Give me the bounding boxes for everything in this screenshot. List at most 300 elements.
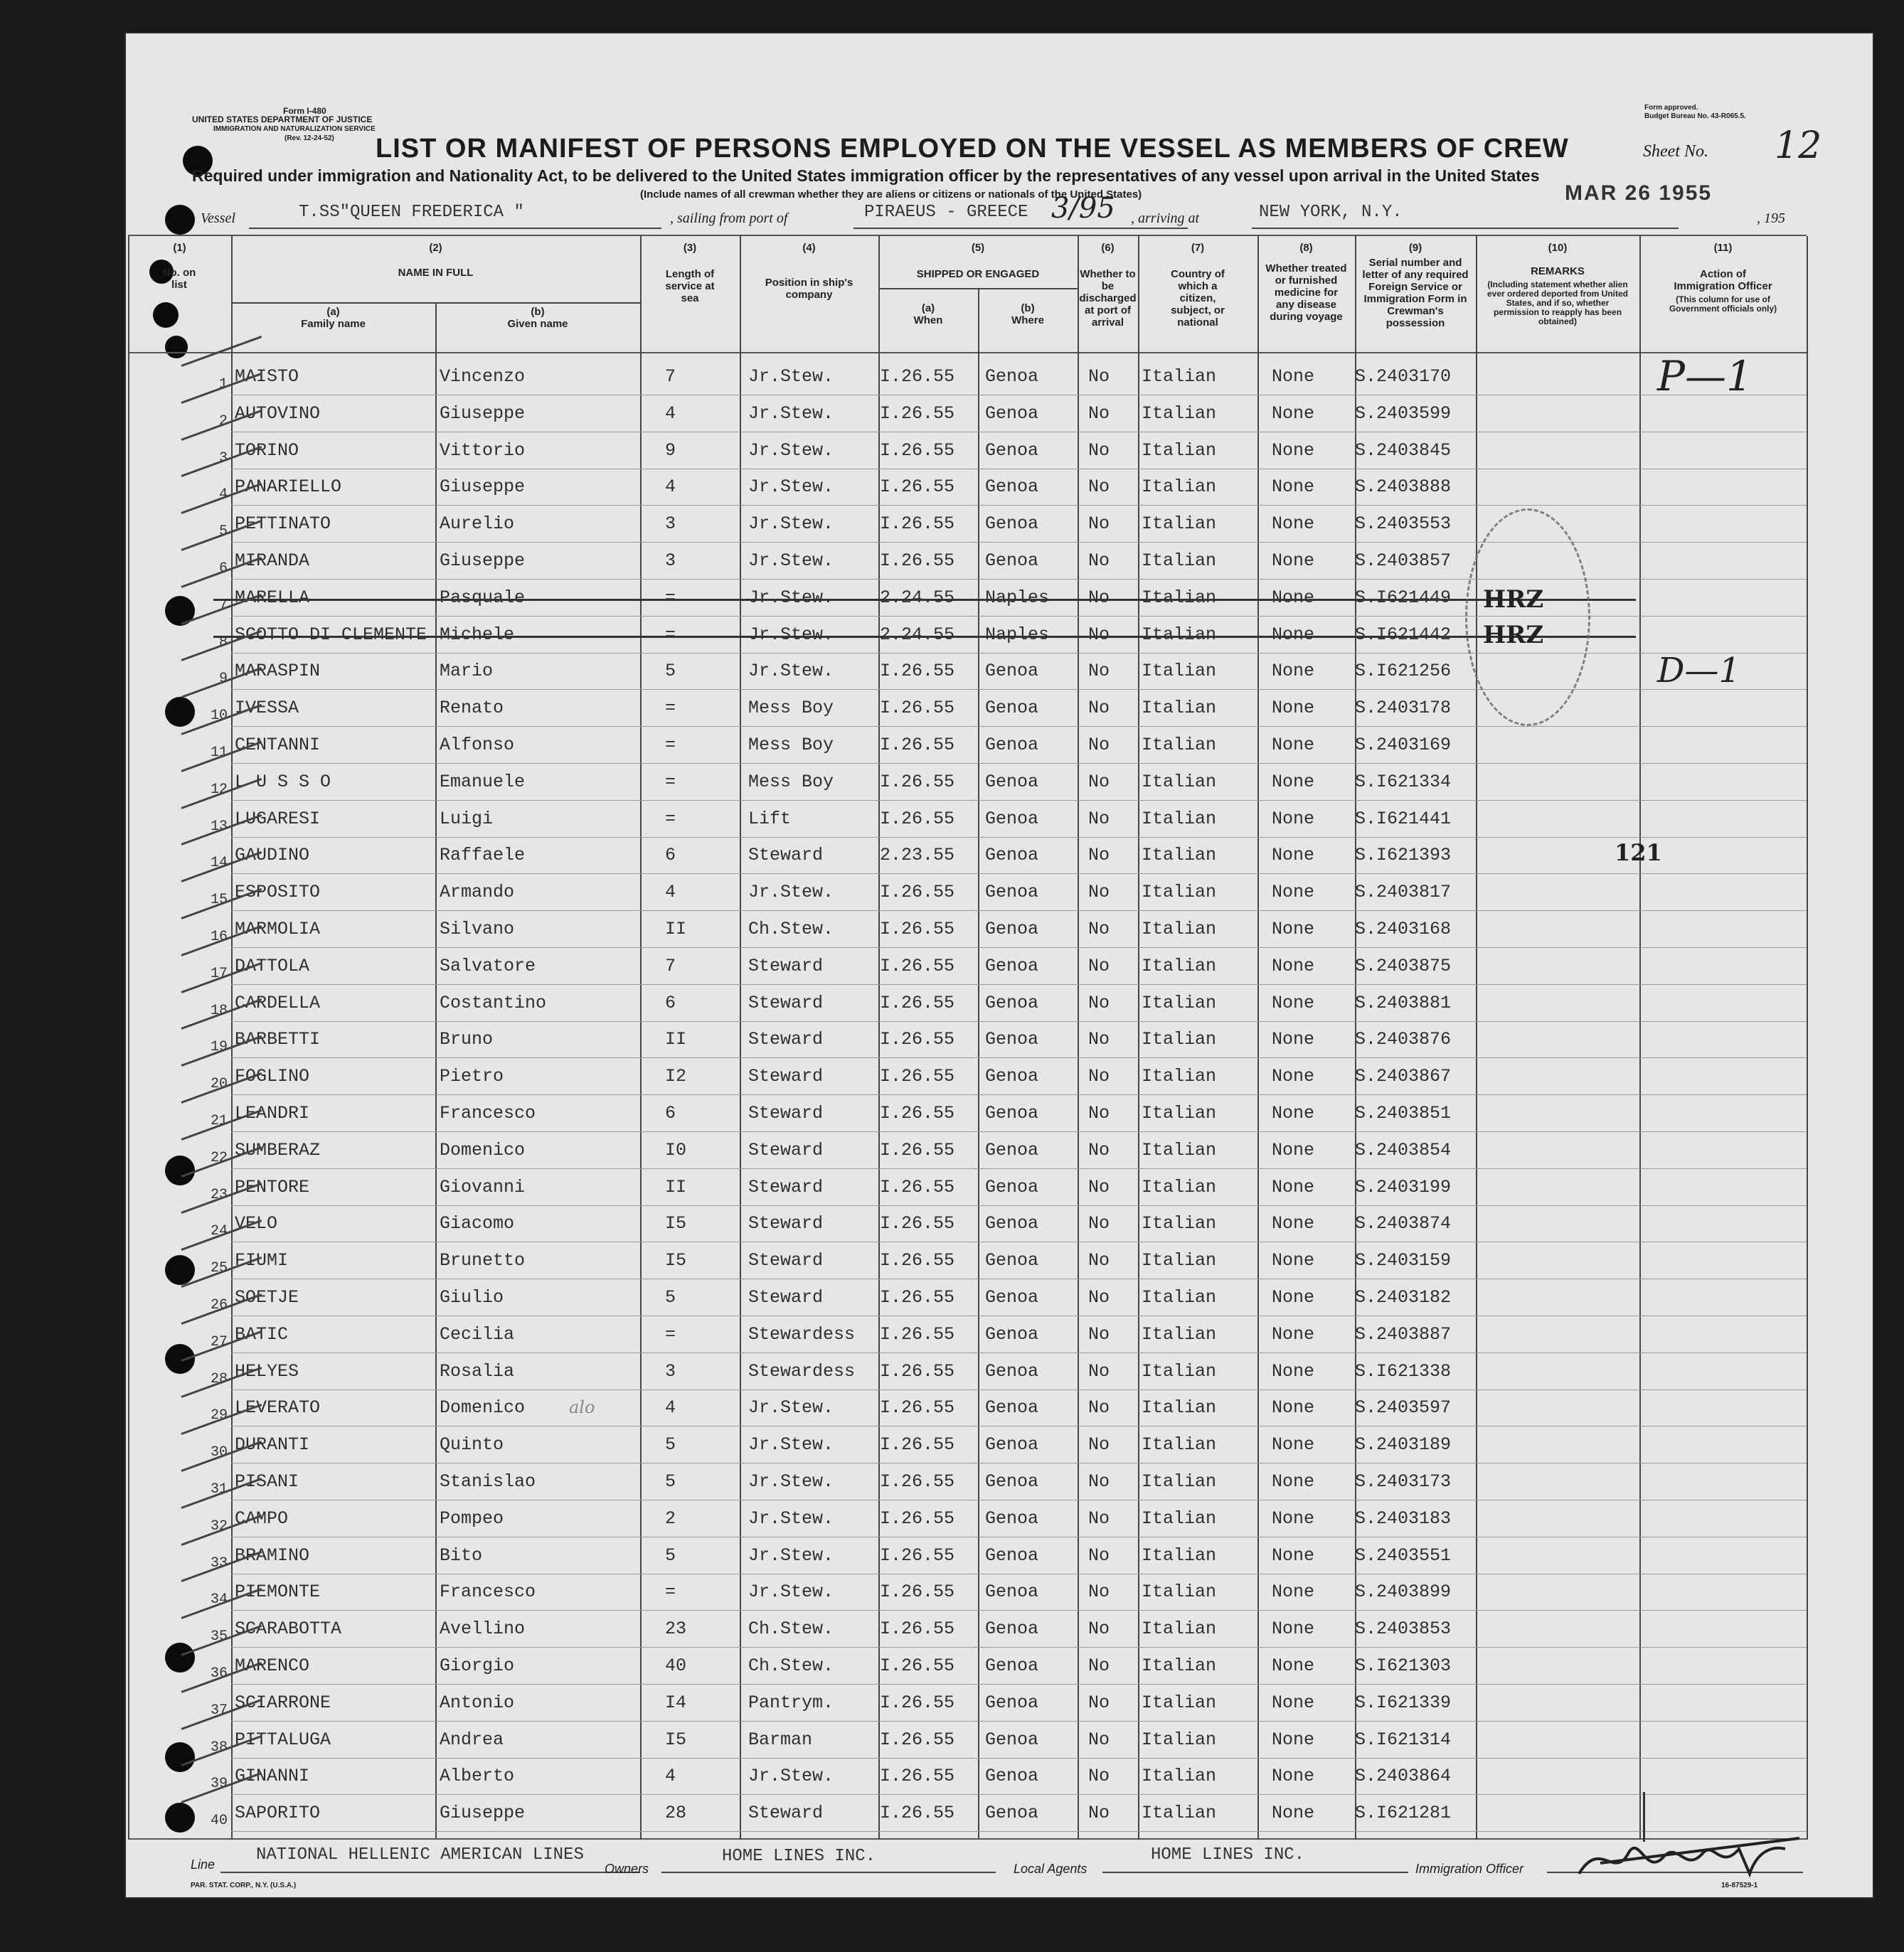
position-cell: Mess Boy	[748, 735, 834, 755]
table-row	[128, 875, 1807, 911]
serial-number-cell: S.2403857	[1355, 550, 1452, 571]
year-label: , 195	[1757, 210, 1785, 226]
family-name-cell: SCARABOTTA	[235, 1618, 342, 1640]
medicine-cell: None	[1272, 1655, 1315, 1676]
discharge-cell: No	[1088, 476, 1110, 498]
service-length-cell: 23	[665, 1618, 687, 1640]
shipped-when-cell: I.26.55	[880, 1287, 955, 1308]
given-name-cell: Salvatore	[440, 955, 536, 976]
medicine-cell: None	[1272, 476, 1315, 498]
family-name-cell: ESPOSITO	[235, 882, 321, 903]
medicine-cell: None	[1272, 1323, 1315, 1345]
country-cell: Italian	[1142, 808, 1217, 829]
table-row	[128, 1574, 1807, 1611]
family-name-cell: PIEMONTE	[235, 1582, 321, 1603]
medicine-cell: None	[1272, 992, 1315, 1013]
discharge-cell: No	[1088, 587, 1110, 608]
shipped-where-cell: Genoa	[985, 1618, 1039, 1640]
discharge-cell: No	[1088, 1618, 1110, 1640]
shipped-where-cell: Genoa	[985, 1692, 1039, 1713]
medicine-cell: None	[1272, 1692, 1315, 1713]
shipped-when-cell: I.26.55	[880, 1729, 955, 1750]
row-number: 23	[210, 1186, 228, 1203]
family-name-cell: SCOTTO DI CLEMENTE	[235, 624, 427, 645]
shipped-where-cell: Genoa	[985, 698, 1039, 719]
shipped-where-cell: Genoa	[985, 661, 1039, 682]
sailing-label: , sailing from port of	[670, 210, 788, 226]
row-number: 36	[210, 1665, 228, 1682]
position-cell: Stewardess	[748, 1323, 856, 1345]
row-number: 31	[210, 1481, 228, 1498]
serial-number-cell: S.2403182	[1355, 1287, 1452, 1308]
country-cell: Italian	[1142, 1582, 1217, 1603]
family-name-cell: MIRANDA	[235, 550, 310, 571]
table-top-rule	[128, 235, 1807, 236]
country-cell: Italian	[1142, 402, 1217, 424]
family-name-cell: BRAMINO	[235, 1545, 310, 1566]
given-name-cell: Raffaele	[440, 845, 526, 866]
family-name-cell: DATTOLA	[235, 955, 310, 976]
given-name-cell: Bruno	[440, 1029, 494, 1050]
table-row	[128, 1022, 1807, 1058]
shipped-when-cell: 2.23.55	[880, 845, 955, 866]
position-cell: Stewardess	[748, 1360, 856, 1382]
family-name-cell: PENTORE	[235, 1176, 310, 1198]
medicine-cell: None	[1272, 919, 1315, 939]
shipped-when-cell: I.26.55	[880, 1618, 955, 1640]
serial-number-cell: S.2403876	[1355, 1029, 1452, 1050]
serial-number-cell: S.I621314	[1355, 1729, 1452, 1750]
shipped-where-cell: Genoa	[985, 845, 1039, 866]
col8-header: (8) Whether treated or furnished medicine for any disease during voyage	[1265, 242, 1347, 323]
page-title: LIST OR MANIFEST OF PERSONS EMPLOYED ON THE VESSEL AS MEMBERS OF CREW	[376, 134, 1569, 164]
medicine-cell: None	[1272, 882, 1315, 903]
position-cell: Jr.Stew.	[748, 1766, 834, 1787]
include-note: (Include names of all crewman whether they are aliens or citizens or nationals of the United States)	[640, 188, 1142, 201]
serial-number-cell: S.I621393	[1355, 845, 1452, 866]
shipped-when-cell: I.26.55	[880, 1655, 955, 1676]
shipped-when-cell: I.26.55	[880, 882, 955, 903]
family-name-cell: FIUMI	[235, 1250, 289, 1271]
discharge-cell: No	[1088, 1250, 1110, 1271]
shipped-where-cell: Genoa	[985, 1139, 1039, 1161]
medicine-cell: None	[1272, 1434, 1315, 1456]
country-cell: Italian	[1142, 550, 1217, 571]
shipped-where-cell: Genoa	[985, 402, 1039, 424]
position-cell: Jr.Stew.	[748, 1397, 834, 1419]
position-cell: Steward	[748, 955, 824, 976]
family-name-cell: IVESSA	[235, 698, 299, 719]
shipped-when-cell: I.26.55	[880, 1545, 955, 1566]
given-name-cell: Francesco	[440, 1582, 536, 1603]
discharge-cell: No	[1088, 1176, 1110, 1198]
medicine-cell: None	[1272, 1582, 1315, 1603]
medicine-cell: None	[1272, 845, 1315, 866]
service-length-cell: 5	[665, 1434, 676, 1456]
row-number: 25	[210, 1260, 228, 1277]
shipped-where-cell: Naples	[985, 587, 1050, 608]
service-length-cell: 5	[665, 1471, 676, 1492]
country-cell: Italian	[1142, 1692, 1217, 1713]
shipped-where-cell: Genoa	[985, 1323, 1039, 1345]
col9-header: (9) Serial number and letter of any required Foreign Service or Immigration Form in Crewman's possession	[1362, 242, 1469, 329]
medicine-cell: None	[1272, 1545, 1315, 1566]
strike-through	[213, 636, 1636, 638]
row-number: 32	[210, 1518, 228, 1535]
country-cell: Italian	[1142, 513, 1217, 535]
family-name-cell: MARELLA	[235, 587, 310, 608]
medicine-cell: None	[1272, 1508, 1315, 1529]
col2a-header: (a) Family name	[301, 306, 366, 330]
port-line	[853, 228, 1188, 229]
discharge-cell: No	[1088, 735, 1110, 755]
position-cell: Jr.Stew.	[748, 1434, 834, 1456]
table-row	[128, 838, 1807, 874]
shipped-when-cell: I.26.55	[880, 992, 955, 1013]
discharge-cell: No	[1088, 661, 1110, 682]
given-name-cell: Giuseppe	[440, 1803, 526, 1824]
family-name-cell: TORINO	[235, 439, 299, 461]
country-cell: Italian	[1142, 882, 1217, 903]
service-length-cell: 4	[665, 1397, 676, 1419]
shipped-where-cell: Genoa	[985, 771, 1039, 792]
family-name-cell: DURANTI	[235, 1434, 310, 1456]
medicine-cell: None	[1272, 1803, 1315, 1824]
table-row	[128, 727, 1807, 764]
shipped-when-cell: I.26.55	[880, 1803, 955, 1824]
country-cell: Italian	[1142, 1360, 1217, 1382]
serial-number-cell: S.2403597	[1355, 1397, 1452, 1419]
shipped-when-cell: I.26.55	[880, 955, 955, 976]
serial-number-cell: S.2403173	[1355, 1471, 1452, 1492]
position-cell: Steward	[748, 1103, 824, 1124]
shipped-when-cell: I.26.55	[880, 698, 955, 719]
row-number: 24	[210, 1223, 228, 1240]
row-number: 37	[210, 1702, 228, 1719]
shipped-when-cell: I.26.55	[880, 661, 955, 682]
discharge-cell: No	[1088, 1103, 1110, 1124]
discharge-cell: No	[1088, 771, 1110, 792]
position-cell: Jr.Stew.	[748, 1582, 834, 1603]
shipped-where-cell: Genoa	[985, 439, 1039, 461]
position-cell: Jr.Stew.	[748, 439, 834, 461]
serial-number-cell: S.2403854	[1355, 1139, 1452, 1161]
discharge-cell: No	[1088, 513, 1110, 535]
medicine-cell: None	[1272, 1729, 1315, 1750]
family-name-cell: GINANNI	[235, 1766, 310, 1787]
shipped-where-cell: Genoa	[985, 1397, 1039, 1419]
position-cell: Jr.Stew.	[748, 1508, 834, 1529]
row-number: 3	[218, 449, 228, 466]
serial-number-cell: S.2403159	[1355, 1250, 1452, 1271]
service-length-cell: 4	[665, 882, 676, 903]
vessel-line	[249, 228, 661, 229]
service-length-cell: 3	[665, 513, 676, 535]
medicine-cell: None	[1272, 550, 1315, 571]
shipped-where-cell: Genoa	[985, 1103, 1039, 1124]
serial-number-cell: S.I621334	[1355, 771, 1452, 792]
handwritten-note: alo	[569, 1397, 595, 1417]
department-line: UNITED STATES DEPARTMENT OF JUSTICE	[192, 114, 373, 124]
service-length-cell: 4	[665, 476, 676, 498]
serial-number-cell: S.2403599	[1355, 402, 1452, 424]
table-row	[128, 1317, 1807, 1353]
table-row	[128, 1206, 1807, 1242]
family-name-cell: BATIC	[235, 1323, 289, 1345]
serial-number-cell: S.2403864	[1355, 1766, 1452, 1787]
vessel-name: T.SS"QUEEN FREDERICA "	[299, 203, 524, 222]
consulate-seal	[1465, 508, 1590, 726]
discharge-cell: No	[1088, 1397, 1110, 1419]
discharge-cell: No	[1088, 992, 1110, 1013]
row-number: 5	[218, 523, 228, 540]
shipped-where-cell: Genoa	[985, 919, 1039, 939]
budget-bureau: Budget Bureau No. 43-R065.5.	[1644, 112, 1746, 120]
table-row	[128, 1722, 1807, 1759]
service-length-cell: 6	[665, 1103, 676, 1124]
position-cell: Jr.Stew.	[748, 1545, 834, 1566]
table-row	[128, 1243, 1807, 1279]
row-number: 40	[210, 1813, 228, 1830]
country-cell: Italian	[1142, 1397, 1217, 1419]
medicine-cell: None	[1272, 771, 1315, 792]
shipped-where-cell: Genoa	[985, 1471, 1039, 1492]
shipped-where-cell: Genoa	[985, 1434, 1039, 1456]
serial-number-cell: S.I621303	[1355, 1655, 1452, 1676]
position-cell: Jr.Stew.	[748, 550, 834, 571]
shipped-where-cell: Genoa	[985, 1729, 1039, 1750]
country-cell: Italian	[1142, 1729, 1217, 1750]
family-name-cell: BARBETTI	[235, 1029, 321, 1050]
row-number: 10	[210, 708, 228, 725]
family-name-cell: VELO	[235, 1213, 278, 1234]
shipped-when-cell: I.26.55	[880, 1103, 955, 1124]
discharge-cell: No	[1088, 919, 1110, 939]
position-cell: Steward	[748, 992, 824, 1013]
given-name-cell: Francesco	[440, 1103, 536, 1124]
discharge-cell: No	[1088, 402, 1110, 424]
position-cell: Mess Boy	[748, 771, 834, 792]
position-cell: Steward	[748, 1176, 824, 1198]
discharge-cell: No	[1088, 1139, 1110, 1161]
position-cell: Jr.Stew.	[748, 882, 834, 903]
position-cell: Jr.Stew.	[748, 624, 834, 645]
punch-hole	[165, 205, 195, 235]
given-name-cell: Costantino	[440, 992, 547, 1013]
given-name-cell: Antonio	[440, 1692, 515, 1713]
table-row	[128, 1759, 1807, 1795]
service-length-cell: I5	[665, 1213, 687, 1234]
position-cell: Ch.Stew.	[748, 1618, 834, 1640]
serial-number-cell: S.2403169	[1355, 735, 1452, 755]
serial-number-cell: S.I621442	[1355, 624, 1452, 645]
shipped-when-cell: I.26.55	[880, 1508, 955, 1529]
given-name-cell: Brunetto	[440, 1250, 526, 1271]
shipped-where-cell: Genoa	[985, 476, 1039, 498]
name-subrule	[231, 302, 640, 304]
serial-number-cell: S.2403170	[1355, 366, 1452, 387]
service-length-cell: 4	[665, 1766, 676, 1787]
shipped-where-cell: Genoa	[985, 1582, 1039, 1603]
medicine-cell: None	[1272, 624, 1315, 645]
given-name-cell: Andrea	[440, 1729, 504, 1750]
country-cell: Italian	[1142, 661, 1217, 682]
family-name-cell: MARASPIN	[235, 661, 321, 682]
medicine-cell: None	[1272, 1213, 1315, 1234]
country-cell: Italian	[1142, 1139, 1217, 1161]
country-cell: Italian	[1142, 1508, 1217, 1529]
serial-number-cell: S.2403551	[1355, 1545, 1452, 1566]
family-name-cell: PETTINATO	[235, 513, 331, 535]
shipped-when-cell: I.26.55	[880, 1213, 955, 1234]
given-name-cell: Giulio	[440, 1287, 504, 1308]
table-row	[128, 1280, 1807, 1316]
row-number: 30	[210, 1444, 228, 1461]
given-name-cell: Giuseppe	[440, 476, 526, 498]
given-name-cell: Pasquale	[440, 587, 526, 608]
serial-number-cell: S.2403168	[1355, 919, 1452, 939]
shipped-when-cell: I.26.55	[880, 1434, 955, 1456]
table-row	[128, 396, 1807, 432]
family-name-cell: HELYES	[235, 1360, 299, 1382]
given-name-cell: Giorgio	[440, 1655, 515, 1676]
shipped-when-cell: I.26.55	[880, 919, 955, 939]
shipped-when-cell: I.26.55	[880, 1139, 955, 1161]
service-length-cell: 9	[665, 439, 676, 461]
row-number: 11	[210, 745, 228, 761]
given-name-cell: Cecilia	[440, 1323, 515, 1345]
row-number: 7	[218, 597, 228, 614]
hrz-stamp: HRZ	[1483, 621, 1544, 649]
discharge-cell: No	[1088, 1323, 1110, 1345]
family-name-cell: SAPORITO	[235, 1803, 321, 1824]
position-cell: Steward	[748, 845, 824, 866]
family-name-cell: MAISTO	[235, 366, 299, 387]
row-number: 35	[210, 1628, 228, 1646]
country-cell: Italian	[1142, 735, 1217, 755]
position-cell: Steward	[748, 1029, 824, 1050]
strike-through	[213, 599, 1636, 601]
shipped-when-cell: I.26.55	[880, 735, 955, 755]
given-name-cell: Giuseppe	[440, 402, 526, 424]
position-cell: Steward	[748, 1250, 824, 1271]
given-name-cell: Emanuele	[440, 771, 526, 792]
discharge-cell: No	[1088, 1287, 1110, 1308]
medicine-cell: None	[1272, 1287, 1315, 1308]
row-number: 18	[210, 1002, 228, 1019]
shipped-where-cell: Genoa	[985, 1029, 1039, 1050]
vessel-label: Vessel	[201, 210, 235, 226]
family-name-cell: PITTALUGA	[235, 1729, 331, 1750]
service-length-cell: I0	[665, 1139, 687, 1161]
country-cell: Italian	[1142, 919, 1217, 939]
shipped-when-cell: I.26.55	[880, 550, 955, 571]
serial-number-cell: S.I621281	[1355, 1803, 1452, 1824]
given-name-cell: Domenico	[440, 1397, 526, 1419]
service-length-cell: 3	[665, 1360, 676, 1382]
discharge-cell: No	[1088, 1582, 1110, 1603]
given-name-cell: Alberto	[440, 1766, 515, 1787]
family-name-cell: CAMPO	[235, 1508, 289, 1529]
shipped-when-cell: I.26.55	[880, 439, 955, 461]
family-name-cell: MARMOLIA	[235, 919, 321, 939]
shipped-where-cell: Genoa	[985, 1287, 1039, 1308]
country-cell: Italian	[1142, 1176, 1217, 1198]
shipped-when-cell: I.26.55	[880, 1766, 955, 1787]
serial-number-cell: S.2403887	[1355, 1323, 1452, 1345]
serial-number-cell: S.2403189	[1355, 1434, 1452, 1456]
given-name-cell: Michele	[440, 624, 515, 645]
shipped-where-cell: Genoa	[985, 992, 1039, 1013]
country-cell: Italian	[1142, 1766, 1217, 1787]
medicine-cell: None	[1272, 1360, 1315, 1382]
service-length-cell: 5	[665, 1545, 676, 1566]
medicine-cell: None	[1272, 1618, 1315, 1640]
position-cell: Pantrym.	[748, 1692, 834, 1713]
serial-number-cell: S.2403867	[1355, 1066, 1452, 1087]
service-length-cell: 2	[665, 1508, 676, 1529]
country-cell: Italian	[1142, 1471, 1217, 1492]
service-length-cell: 5	[665, 1287, 676, 1308]
shipped-subrule	[878, 288, 1078, 289]
position-cell: Steward	[748, 1066, 824, 1087]
subtitle: Required under immigration and Nationality Act, to be delivered to the United States immigration officer by the representatives of any vessel upon arrival in the United States	[192, 166, 1540, 185]
discharge-cell: No	[1088, 1434, 1110, 1456]
given-name-cell: Pompeo	[440, 1508, 504, 1529]
serial-number-cell: S.2403881	[1355, 992, 1452, 1013]
discharge-cell: No	[1088, 1471, 1110, 1492]
punch-hole	[153, 302, 179, 328]
row-number: 16	[210, 929, 228, 945]
arrival-port: NEW YORK, N.Y.	[1259, 203, 1403, 222]
shipped-when-cell: I.26.55	[880, 1397, 955, 1419]
row-number: 28	[210, 1370, 228, 1387]
country-cell: Italian	[1142, 992, 1217, 1013]
hrz-stamp: HRZ	[1483, 585, 1544, 614]
form-code: 16-87529-1	[1721, 1882, 1758, 1889]
medicine-cell: None	[1272, 513, 1315, 535]
table-bottom-rule	[128, 1838, 1807, 1840]
col6-header: (6) Whether to be discharged at port of arrival	[1079, 242, 1137, 329]
service-length-cell: =	[665, 624, 676, 645]
line-label: Line	[191, 1857, 216, 1872]
agents-rule	[1102, 1872, 1408, 1873]
row-rule	[231, 1831, 1807, 1832]
family-name-cell: LUGARESI	[235, 808, 321, 829]
revision: (Rev. 12-24-52)	[284, 134, 334, 142]
service-length-cell: I2	[665, 1066, 687, 1087]
position-cell: Steward	[748, 1287, 824, 1308]
form-number: Form I-480	[283, 106, 326, 116]
table-row	[128, 1096, 1807, 1132]
family-name-cell: SOETJE	[235, 1287, 299, 1308]
shipped-where-cell: Naples	[985, 624, 1050, 645]
country-cell: Italian	[1142, 1066, 1217, 1087]
serial-number-cell: S.2403851	[1355, 1103, 1452, 1124]
officer-action-mark: P—1	[1657, 352, 1753, 400]
serial-number-cell: S.2403888	[1355, 476, 1452, 498]
given-name-cell: Domenico	[440, 1139, 526, 1161]
row-number: 22	[210, 1149, 228, 1166]
serial-number-cell: S.2403899	[1355, 1582, 1452, 1603]
medicine-cell: None	[1272, 1397, 1315, 1419]
col11-header: (11) Action of Immigration Officer (This column for use of Government officials only)	[1669, 242, 1777, 314]
given-name-cell: Armando	[440, 882, 515, 903]
country-cell: Italian	[1142, 587, 1217, 608]
sheet-label: Sheet No.	[1643, 142, 1708, 161]
shipped-where-cell: Genoa	[985, 955, 1039, 976]
table-row	[128, 949, 1807, 985]
